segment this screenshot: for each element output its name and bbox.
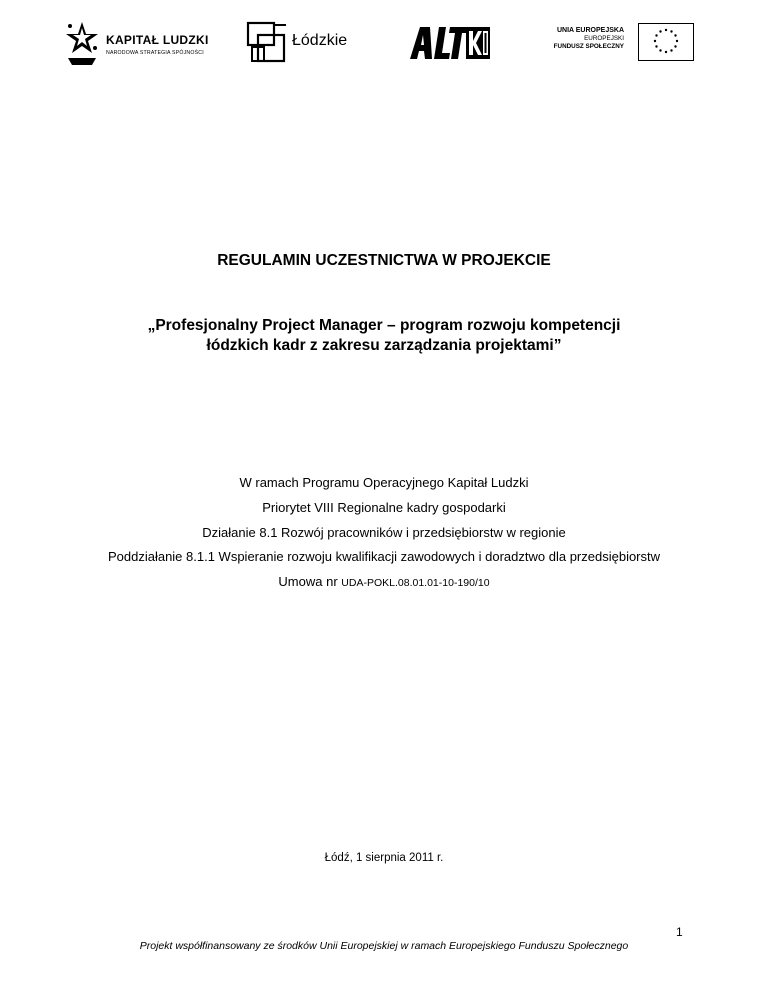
kapital-ludzki-logo — [62, 18, 222, 68]
eu-logo — [546, 18, 694, 68]
project-name-line2: łódzkich kadr z zakresu zarządzania projektami” — [206, 337, 562, 354]
page-number: 1 — [676, 925, 683, 939]
kapital-ludzki-star-icon — [62, 18, 102, 68]
document-title: REGULAMIN UCZESTNICTWA W PROJEKCIE — [217, 252, 551, 269]
eu-flag-icon — [638, 23, 694, 61]
program-line3: Działanie 8.1 Rozwój pracowników i przedsiębiorstw w regionie — [202, 525, 566, 540]
program-line4: Poddziałanie 8.1.1 Wspieranie rozwoju kwalifikacji zawodowych i doradztwo dla przedsiębiorstw — [107, 549, 661, 564]
page-footer: Projekt współfinansowany ze środków Unii Europejskiej w ramach Europejskiego Funduszu Społecznego — [139, 940, 629, 952]
project-name-line1: „Profesjonalny Project Manager – program rozwoju kompetencji — [147, 317, 621, 334]
project-name — [0, 316, 768, 356]
contract-line — [0, 574, 768, 589]
program-line1: W ramach Programu Operacyjnego Kapitał Ludzki — [239, 475, 529, 490]
lodzkie-name: Łódzkie — [292, 32, 348, 49]
eu-logo-text — [554, 26, 624, 51]
lodzkie-emblem-icon — [246, 21, 290, 65]
document-date: Łódź, 1 sierpnia 2011 r. — [324, 852, 444, 864]
altkom-logo — [408, 18, 490, 68]
lodzkie-logo — [246, 18, 358, 68]
eu-logo-line1: UNIA EUROPEJSKA — [556, 27, 624, 34]
kapital-ludzki-subtitle: NARODOWA STRATEGIA SPÓJNOŚCI — [106, 50, 204, 56]
altkom-wordmark-icon — [408, 23, 490, 63]
eu-logo-line2: EUROPEJSKI — [584, 35, 624, 42]
header-logos — [0, 18, 768, 68]
contract-label: Umowa nr — [278, 574, 338, 589]
eu-logo-line3: FUNDUSZ SPOŁECZNY — [553, 43, 624, 50]
kapital-ludzki-title: KAPITAŁ LUDZKI — [106, 33, 209, 47]
program-line2: Priorytet VIII Regionalne kadry gospodarki — [262, 500, 506, 515]
contract-number: UDA-POKL.08.01.01-10-190/10 — [341, 577, 490, 589]
